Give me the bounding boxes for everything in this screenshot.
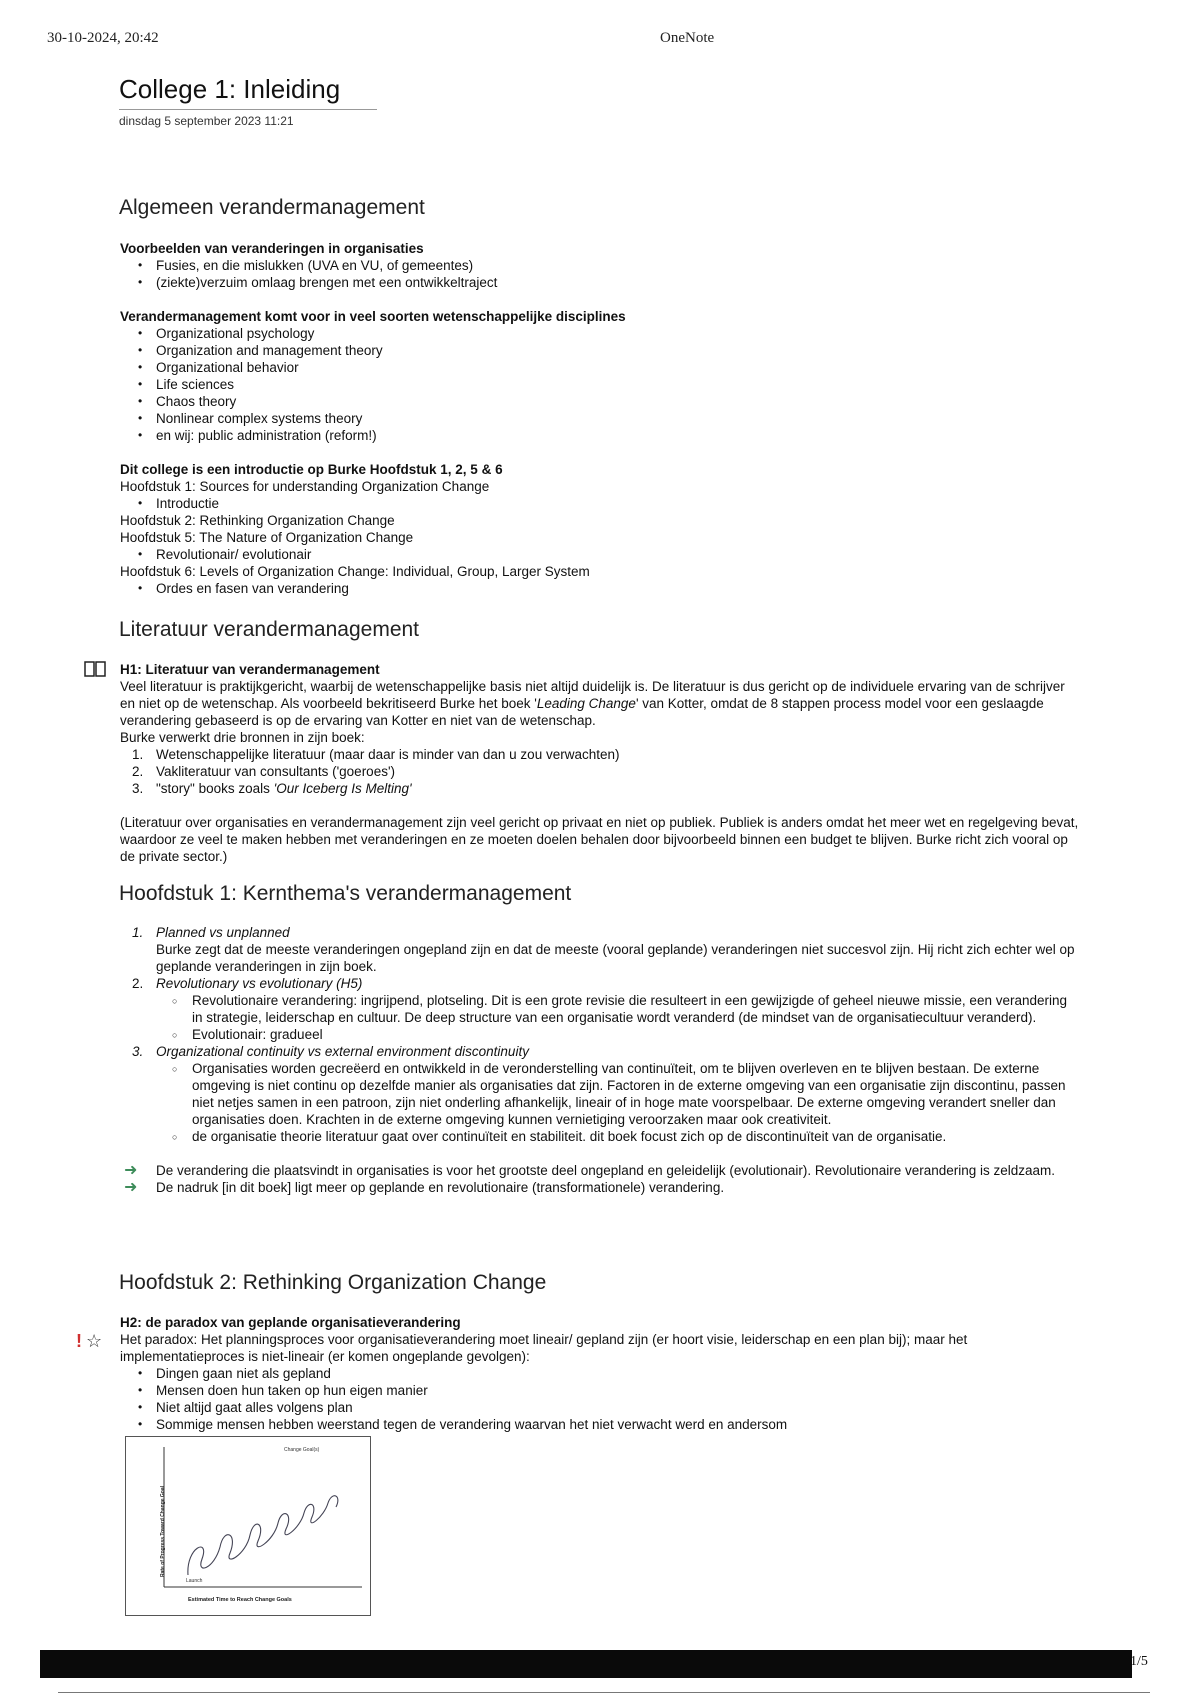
literature-note: (Literatuur over organisaties en verandermanagement zijn veel gericht op privaat en niet op publiek. Publiek is anders omdat het meer wet en regelgeving bevat, waardoor ze veel te maken hebben met veranderingen en ze moeten doelen behalen door bijvoorbeeld binnen een budget te blijven. Burke richt zich vooral op de private sector.) [120,815,1079,864]
section-literatuur [120,661,1080,865]
list-item: 1. Planned vs unplanned Burke zegt dat de meeste veranderingen ongepland zijn en dat de meeste (vooral geplande) veranderingen niet succesvol zijn. Hij richt zich echter wel op geplande veranderingen in zijn boek. [120,924,1080,975]
sources-intro: Burke verwerkt drie bronnen in zijn boek: [120,730,365,745]
page-title: College 1: Inleiding [119,74,341,104]
title-underline [119,109,377,110]
chapter-line: Hoofdstuk 1: Sources for understanding Organization Change [120,479,490,494]
section-algemeen [120,240,1080,597]
page-created-date: dinsdag 5 september 2023 11:21 [119,114,294,128]
list-item: • Nonlinear complex systems theory [120,410,1080,427]
heading-hoofdstuk-2: Hoofdstuk 2: Rethinking Organization Change [119,1271,547,1294]
important-tag-icon[interactable]: ! [76,1331,82,1351]
heading-literatuur: Literatuur verandermanagement [119,618,420,641]
footer-rule [58,1692,1150,1693]
arrow-right-icon: ➜ [124,1162,138,1179]
paradox-list [120,1365,1080,1433]
list-item: • Chaos theory [120,393,1080,410]
book-tag-icon[interactable] [84,660,106,683]
revolution-sublist [120,992,1080,1043]
paradox-paragraph: Het paradox: Het planningsproces voor organisatieverandering moet lineair/ gepland zijn (er hoort visie, leiderschap en een plan bij); maar het implementatieproces is niet-lineair (er komen ongeplande gevolgen): [120,1332,968,1364]
disciplines-title: Verandermanagement komt voor in veel soorten wetenschappelijke disciplines [120,309,626,324]
h1-title: H1: Literatuur van verandermanagement [120,662,380,677]
list-item: ○ de organisatie theorie literatuur gaat over continuïteit en stabiliteit. dit boek focust zich op de discontinuïteit van de organisatie. [120,1128,1080,1145]
chapter-line: Hoofdstuk 2: Rethinking Organization Change [120,513,395,528]
list-item: 3. Organizational continuity vs external environment discontinuity [132,1044,529,1059]
disciplines-list [120,325,1080,444]
y-axis-label: Rate of Progress Toward Change Goal [160,1485,166,1577]
list-item: ○ Organisaties worden gecreëerd en ontwikkeld in de veronderstelling van continuïteit, om te blijven overleven en te blijven bestaan. De externe omgeving is niet continu op dezelfde manier als organisaties dat zijn. Factoren in de externe omgeving van een organisatie zijn discontinu, passen niet netjes samen in een patroon, zijn niet onderling afhankelijk, lineair of in hoge mate voorspelbaar. De externe omgeving verandert sneller dan organisaties doen. Krachten in de externe omgeving kunnen vernietiging veroorzaken maar ook creativiteit. [120,1060,1080,1128]
section-paradox [120,1314,1080,1433]
list-item: • Life sciences [120,376,1080,393]
list-item: • Organization and management theory [120,342,1080,359]
list-item: • en wij: public administration (reform!) [120,427,1080,444]
list-item: ○ Evolutionair: gradueel [120,1026,1080,1043]
examples-list [120,257,1080,291]
footer-bar [40,1650,1132,1678]
literature-paragraph: Veel literatuur is praktijkgericht, waarbij de wetenschappelijke basis niet altijd duidelijk is. De literatuur is dus gericht op de individuele ervaring van de schrijver en niet op de wetenschap. Als voorbeeld bekritiseerd Burke het boek 'Leading Change' van Kotter, omdat de 8 stappen process model voor een geslaagde verandering gebaseerd is op de ervaring van Kotter en niet van de wetenschap. [120,679,1065,728]
list-item: • Fusies, en die mislukken (UVA en VU, of gemeentes) [120,257,1080,274]
change-path-figure [125,1436,371,1616]
x-axis-label: Estimated Time to Reach Change Goals [188,1597,292,1603]
intro-title: Dit college is een introductie op Burke Hoofdstuk 1, 2, 5 & 6 [120,462,503,477]
list-item: • Organizational psychology [120,325,1080,342]
h2-title: H2: de paradox van geplande organisatieverandering [120,1315,461,1330]
chapter-line: Hoofdstuk 5: The Nature of Organization Change [120,530,414,545]
examples-title: Voorbeelden van veranderingen in organisaties [120,241,424,256]
list-item: • Dingen gaan niet als gepland [120,1365,1080,1382]
themes-list [120,924,1080,992]
list-item: 3. "story" books zoals 'Our Iceberg Is Melting' [132,781,412,796]
conclusion-row: ➜ De verandering die plaatsvindt in organisaties is voor het grootste deel ongepland en geleidelijk (evolutionair). Revolutionaire verandering is zeldzaam. [124,1162,1056,1179]
list-item: • Organizational behavior [120,359,1080,376]
list-item: 2. Revolutionary vs evolutionary (H5) [132,976,363,991]
list-item: • (ziekte)verzuim omlaag brengen met een ontwikkeltraject [120,274,1080,291]
section-kernthemas [120,924,1080,1196]
list-item: ○ Revolutionaire verandering: ingrijpend, plotseling. Dit is een grote revisie die resulteert in een gewijzigde of geheel nieuwe missie, een verandering in strategie, leiderschap en cultuur. De deep structure van een organisatie wordt veranderd (de mindset van de organisatiecultuur veranderd). [120,992,1080,1026]
list-item: • Ordes en fasen van verandering [120,580,1080,597]
theme-text: Burke zegt dat de meeste veranderingen ongepland zijn en dat de meeste (vooral geplande) veranderingen niet succesvol zijn. Hij richt zich echter wel op geplande veranderingen in zijn boek. [156,942,1075,974]
heading-hoofdstuk-1: Hoofdstuk 1: Kernthema's verandermanagement [119,882,572,905]
change-path-diagram [126,1437,370,1615]
heading-algemeen: Algemeen verandermanagement [119,196,425,219]
list-item: 2. Vakliteratuur van consultants ('goeroes') [132,764,396,779]
page-number: 1/5 [1130,1654,1148,1669]
list-item: • Niet altijd gaat alles volgens plan [120,1399,1080,1416]
list-item: • Sommige mensen hebben weerstand tegen de verandering waarvan het niet verwacht werd en andersom [120,1416,1080,1433]
list-item: • Mensen doen hun taken op hun eigen manier [120,1382,1080,1399]
launch-label: Launch [186,1578,203,1584]
chapter-line: Hoofdstuk 6: Levels of Organization Change: Individual, Group, Larger System [120,564,590,579]
spiral-path [188,1496,338,1575]
print-datetime: 30-10-2024, 20:42 [47,30,159,46]
list-item: 1. Wetenschappelijke literatuur (maar daar is minder van dan u zou verwachten) [132,747,620,762]
list-item: • Introductie [120,495,1080,512]
goal-label: Change Goal(s) [284,1447,320,1453]
continuity-sublist [120,1060,1080,1145]
arrow-right-icon: ➜ [124,1179,138,1196]
sources-list [120,746,1080,797]
print-app-name: OneNote [660,30,715,46]
list-item: • Revolutionair/ evolutionair [120,546,1080,563]
conclusion-row: ➜ De nadruk [in dit boek] ligt meer op geplande en revolutionaire (transformationele) verandering. [124,1179,725,1196]
star-tag-icon[interactable]: ☆ [86,1331,103,1351]
